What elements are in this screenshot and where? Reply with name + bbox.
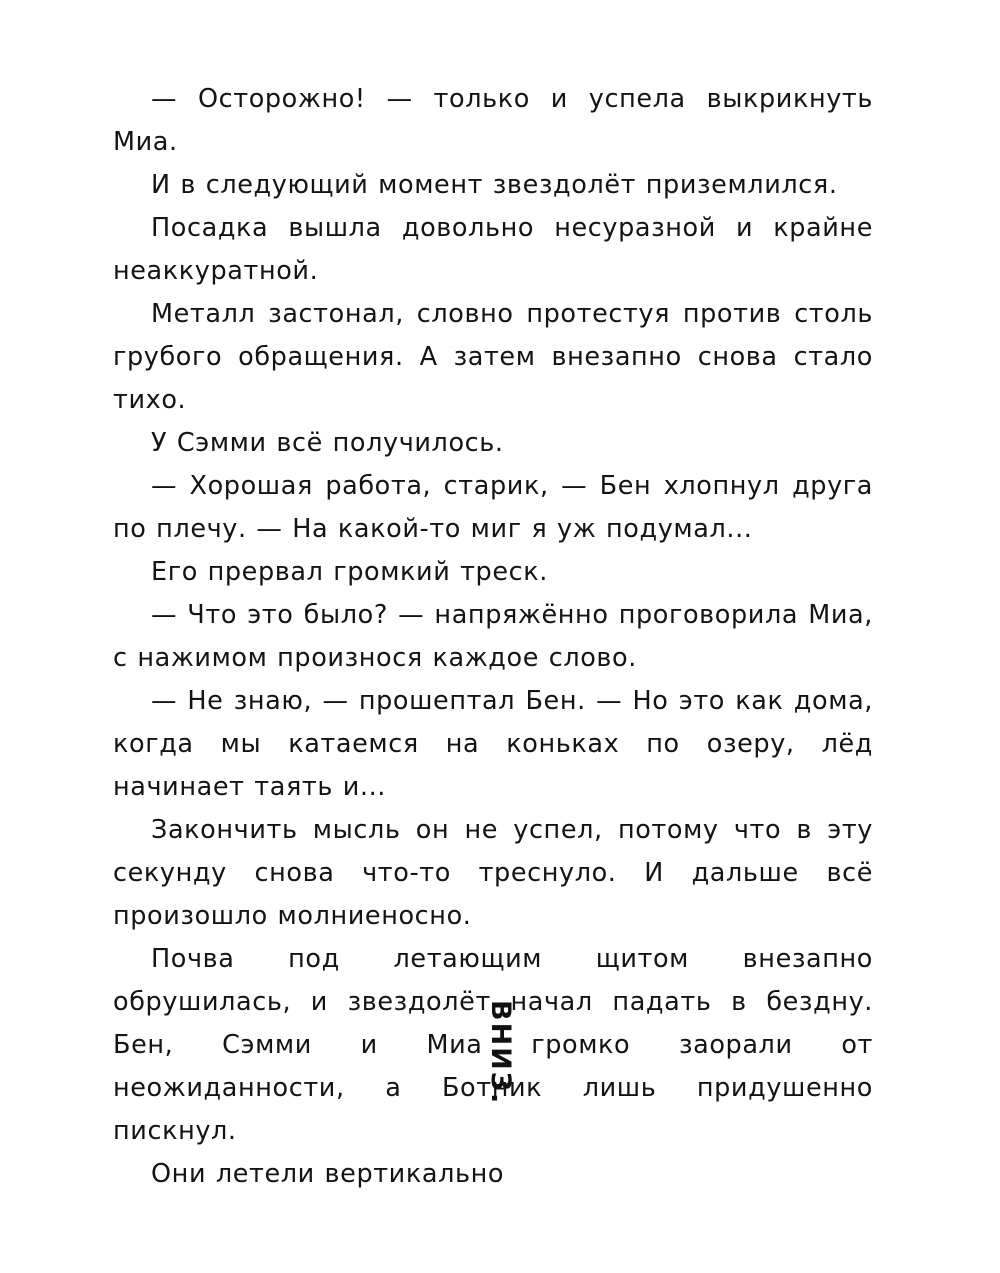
paragraph: У Сэмми всё получилось.	[151, 428, 504, 458]
paragraph: И в следующий момент звездолёт приземлился.	[151, 170, 838, 200]
paragraph: Металл застонал, словно протестуя против столь грубого обращения. А затем внезапно снова стало тихо.	[113, 299, 873, 415]
paragraph: Посадка вышла довольно несуразной и крайне неаккуратной.	[113, 213, 873, 286]
vertical-word-text: ВНИЗ.	[485, 1000, 516, 1106]
paragraph: — Хорошая работа, старик, — Бен хлопнул друга по плечу. — На какой-то миг я уж подумал...	[113, 471, 873, 544]
paragraph: — Что это было? — напряжённо проговорила Миа, с нажимом произнося каждое слово.	[113, 600, 873, 673]
paragraph: — Осторожно! — только и успела выкрикнуть Миа.	[113, 84, 873, 157]
paragraph: — Не знаю, — прошептал Бен. — Но это как дома, когда мы катаемся на коньках по озеру, лёд начинает таять и...	[113, 686, 873, 802]
paragraph: Они летели вертикально	[151, 1159, 505, 1189]
paragraph: Почва под летающим щитом внезапно обрушилась, и звездолёт начал падать в бездну. Бен, Сэмми и Миа громко заорали от неожиданности, а Ботник лишь придушенно пискнул.	[113, 944, 873, 1146]
paragraph: Закончить мысль он не успел, потому что в эту секунду снова что-то треснуло. И дальше всё произошло молниеносно.	[113, 815, 873, 931]
vertical-emphasis-word	[472, 1000, 532, 1140]
paragraph: Его прервал громкий треск.	[151, 557, 548, 587]
